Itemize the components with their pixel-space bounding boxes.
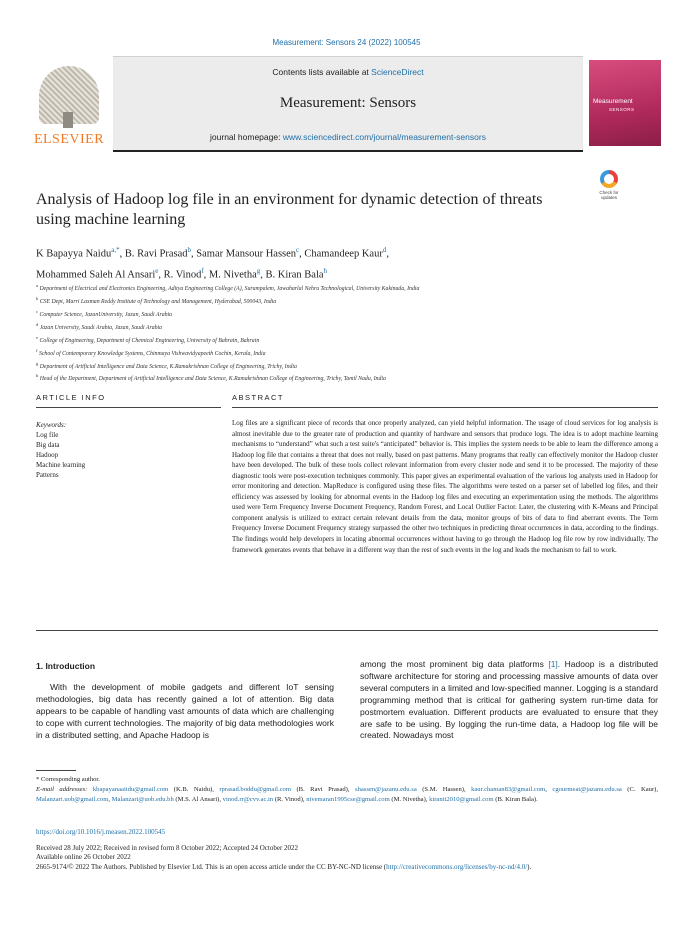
email-owner: (R. Vinod), [273,796,307,803]
author-affiliation-marker[interactable]: e [155,266,159,275]
check-updates-icon [600,170,618,188]
intro-paragraph-continued [360,659,658,742]
author-affiliation-marker[interactable]: b [187,246,192,254]
publisher-name: ELSEVIER [33,132,105,147]
keywords-label: Keywords: [36,421,67,429]
email-label: E-mail addresses: [36,786,93,793]
cover-title: Measurement [593,98,633,105]
paper-title: Analysis of Hadoop log file in an environment for dynamic detection of threats using machine learning [36,191,543,228]
intro-paragraph: With the development of mobile gadgets and different IoT sensing methodologies, big data has recently gained a lot of attention. Big data appears to be capable of handling vast amounts of data which are challenging to cope with current technologies. The majority of big data methodologies work in a distributed setting, and Apache Hadoop is [36,681,334,740]
email-link[interactable]: nivemaran1995cse@gmail.com [306,796,390,803]
email-link[interactable]: Malanzari.uob@gmail.com [36,796,109,803]
email-owner: , [108,796,112,803]
affiliation-marker: e [36,334,38,340]
available-online: Available online 26 October 2022 [36,853,131,862]
affiliation-item [36,281,656,294]
affiliation-marker: a [36,283,38,288]
author-name[interactable]: K Bapayya Naidu [36,248,112,260]
affiliation-marker: f [36,347,38,353]
reference-link-1[interactable]: [1] [548,659,558,669]
affiliation-text: College of Engineering, Department of Chemical Engineering, University of Bahrain, Bahrain [39,337,260,344]
footnotes [36,775,658,805]
affiliation-text: CSE Dept, Marri Laxman Reddy Institute of Technology and Management, Hyderabad, 500043, India [39,298,277,305]
affiliation-text: Head of the Department, Department of Artificial Intelligence and Data Science, K.Ramakrishnan College of Engineering, Trichy, Tamil Nadu, India [39,376,386,383]
keyword: Machine learning [36,461,86,469]
elsevier-tree-trunk [63,112,73,128]
author-name[interactable]: Samar Mansour Hassen [196,248,297,260]
cover-subtitle: SENSORS [609,107,635,112]
affiliation-item [36,346,656,359]
email-link[interactable]: kiranit2010@gmail.com [429,796,494,803]
email-owner: (S.M. Hassen), [416,786,472,793]
author-affiliation-marker[interactable]: h [323,266,328,275]
contents-prefix: Contents lists available at [272,67,372,77]
affiliation-marker: d [36,321,39,327]
affiliation-text: Department of Electrical and Electronics Engineering, Aditya Engineering College (A), Surampalem, Jawaharlal Nehru Technological, University Kakinada, India [39,285,420,292]
homepage-line [113,132,583,142]
author-name[interactable]: R. Vinod [163,269,202,280]
affiliation-text: Computer Science, JazanUniversity, Jazan, Saudi Arabia [39,311,173,318]
email-addresses [36,785,658,805]
homepage-link[interactable]: www.sciencedirect.com/journal/measurement-sensors [282,132,486,142]
author-name[interactable]: Chamandeep Kaur [304,248,383,260]
keyword: Patterns [36,471,59,479]
affiliation-text: Department of Artificial Intelligence and Data Science, K.Ramakrishnan College of Engineering, Trichy, India [39,363,297,370]
received-dates: Received 28 July 2022; Received in revised form 8 October 2022; Accepted 24 October 2022 [36,843,299,852]
author-affiliation-marker[interactable]: g [256,266,261,275]
affiliation-item [36,320,656,333]
email-owner: (M.S. Al Ansari), [173,796,223,803]
affiliation-marker: b [36,295,39,301]
affiliation-marker: c [36,308,38,314]
masthead [33,56,661,152]
email-owner: (C. Kaur), [621,786,659,793]
affiliation-item [36,294,656,307]
email-link[interactable]: shassen@jazanu.edu.sa [355,786,417,793]
sciencedirect-link[interactable]: ScienceDirect [371,67,424,77]
abstract-text: Log files are a significant piece of records that once properly analyzed, can yield helpful information. The usage of cloud services for log analysis is almost inevitable due to the greater rate of production and quantity of hardware and sensors that produce logs. The idea is to adopt machine learning mechanisms to “understand” what such a test suite's “anticipated” behavior is. This implies the system needs to be able to learn the difference among a Hadoop log file that contains a threat that does not really, based on past patterns. Many programs that really can effectively monitor the Hadoop cluster have been developed. The bulk of these tools collect relevant information from every cluster node and send it to be processed. The majority of these diagnostic tools were post-execution techniques commonly. This paper gives an experimental evaluation of the various log analysts used in Hadoop for error monitoring and detection. MapReduce is configured using these files. The algorithms were tested on a parser set of labelled log files, and their efficiency was assessed by looking for abnormal events in the Hadoop log files and executing an experimentation using the methods. The algorithms used were Term Frequency Inverse Document Frequency, Random Forest, and Local Outlier Factor. Later, the clustering with K-Means and Principal component analysis is utilized to extract certain relevant details from the data, monitor groups of bits of data to find aberrant events. The Term Frequency Inverse Document Frequency strategy surpassed the other two techniques in predicting threat occurrences in data, according to the findings. The findings would help developers in locating abnormal occurrences without having to go through the Hadoop log file row by row individually. The framework generates events that behave in a different way than the rest of such events in the log and leads the mechanism to fail to work. [232,419,658,554]
license-text: 2665-9174/© 2022 The Authors. Published by Elsevier Ltd. This is an open access article under the CC BY-NC-ND license ( [36,862,387,871]
email-link[interactable]: cgourmeat@jazanu.edu.sa [552,786,622,793]
author-affiliation-marker[interactable]: c [296,246,300,254]
keyword: Big data [36,441,60,449]
intro-text-after-ref: . Hadoop is a distributed software architecture for storing and processing massive amounts of data over several computers in a limited and low-specified manner. Logging is a standard programming method that is critical for gathering system run-time data for postmortem evaluation. Different products are evaluated to ensure that they are safe to be using. By logging the run-time data, a Hadoop log file will be created. Nowadays most [360,659,658,741]
keyword: Log file [36,431,59,439]
email-link[interactable]: kbapayanaaiidu@gmail.com [92,786,169,793]
publication-info [36,828,658,872]
author-affiliation-marker[interactable]: a,* [111,246,120,254]
affiliation-item [36,333,656,346]
affiliation-text: Jazan University, Saudi Arabia, Jazan, Saudi Arabia [39,324,163,331]
author-name[interactable]: B. Kiran Bala [265,269,324,280]
license-close: ). [527,862,532,871]
author-list: K Bapayya Naidu$^{a,*}$, B. Ravi Prasad$^b$, Samar Mansour Hassen$^c$, Chamandeep Kaur$^d$, Mohammed Saleh Al Ansari$^e$, R. Vinod$^f$, M. Nivetha$^g$, B. Kiran Bala$^h$ [36,246,389,280]
journal-banner [113,56,583,152]
journal-reference[interactable]: Measurement: Sensors 24 (2022) 100545 [272,38,421,47]
email-owner: (B. Ravi Prasad), [291,786,356,793]
author-name[interactable]: Mohammed Saleh Al Ansari [36,269,156,280]
abstract-heading: ABSTRACT [232,393,658,408]
contents-line [113,67,583,77]
footnote-divider [36,770,76,771]
author-name[interactable]: B. Ravi Prasad [124,248,188,260]
email-link[interactable]: rprasad.boddu@gmail.com [219,786,291,793]
email-link[interactable]: Malanzari@uob.edu.bh [111,796,174,803]
corresponding-author-note: * Corresponding author. [36,776,100,783]
affiliation-text: School of Contemporary Knowledge Systems, Chinmaya Vishwavidyapeeth Cochin, Kerala, India [38,350,266,357]
author-affiliation-marker[interactable]: f [201,266,204,275]
affiliation-item [36,371,656,384]
affiliation-marker: h [36,373,39,379]
keyword-list [36,430,221,480]
intro-text-before-ref: among the most prominent big data platforms [360,659,549,669]
homepage-prefix: journal homepage: [210,132,283,142]
journal-title: Measurement: Sensors [279,95,417,111]
intro-right-column [360,659,658,742]
email-owner: (M. Nivetha), [389,796,430,803]
doi-link[interactable]: https://doi.org/10.1016/j.measen.2022.100545 [36,828,166,836]
email-link[interactable]: vinod.rr@cvv.ac.in [222,796,274,803]
email-link[interactable]: kaur.chaman83@gmail.com [471,786,546,793]
email-owner: (K.B. Naidu), [168,786,220,793]
affiliation-item [36,307,656,320]
elsevier-logo[interactable] [33,62,105,148]
affiliation-list [36,281,656,384]
section-heading-introduction: 1. Introduction [36,661,96,671]
license-line [36,863,658,873]
author-affiliation-marker[interactable]: d [382,246,387,254]
license-link[interactable]: http://creativecommons.org/licenses/by-nc-nd/4.0/ [386,862,528,871]
keywords-block [36,420,221,480]
intro-left-column [36,661,334,741]
journal-cover[interactable] [589,60,661,146]
check-updates-label: Check for updates [599,190,619,200]
email-owner: (B. Kiran Bala). [493,796,538,803]
affiliation-item [36,359,656,372]
affiliation-marker: g [36,360,39,366]
keyword: Hadoop [36,451,59,459]
email-owner: , [545,786,553,793]
abstract-divider [36,630,658,631]
article-info-heading: ARTICLE INFO [36,393,221,408]
check-for-updates-button[interactable] [591,170,627,208]
author-name[interactable]: M. Nivetha [208,269,257,280]
